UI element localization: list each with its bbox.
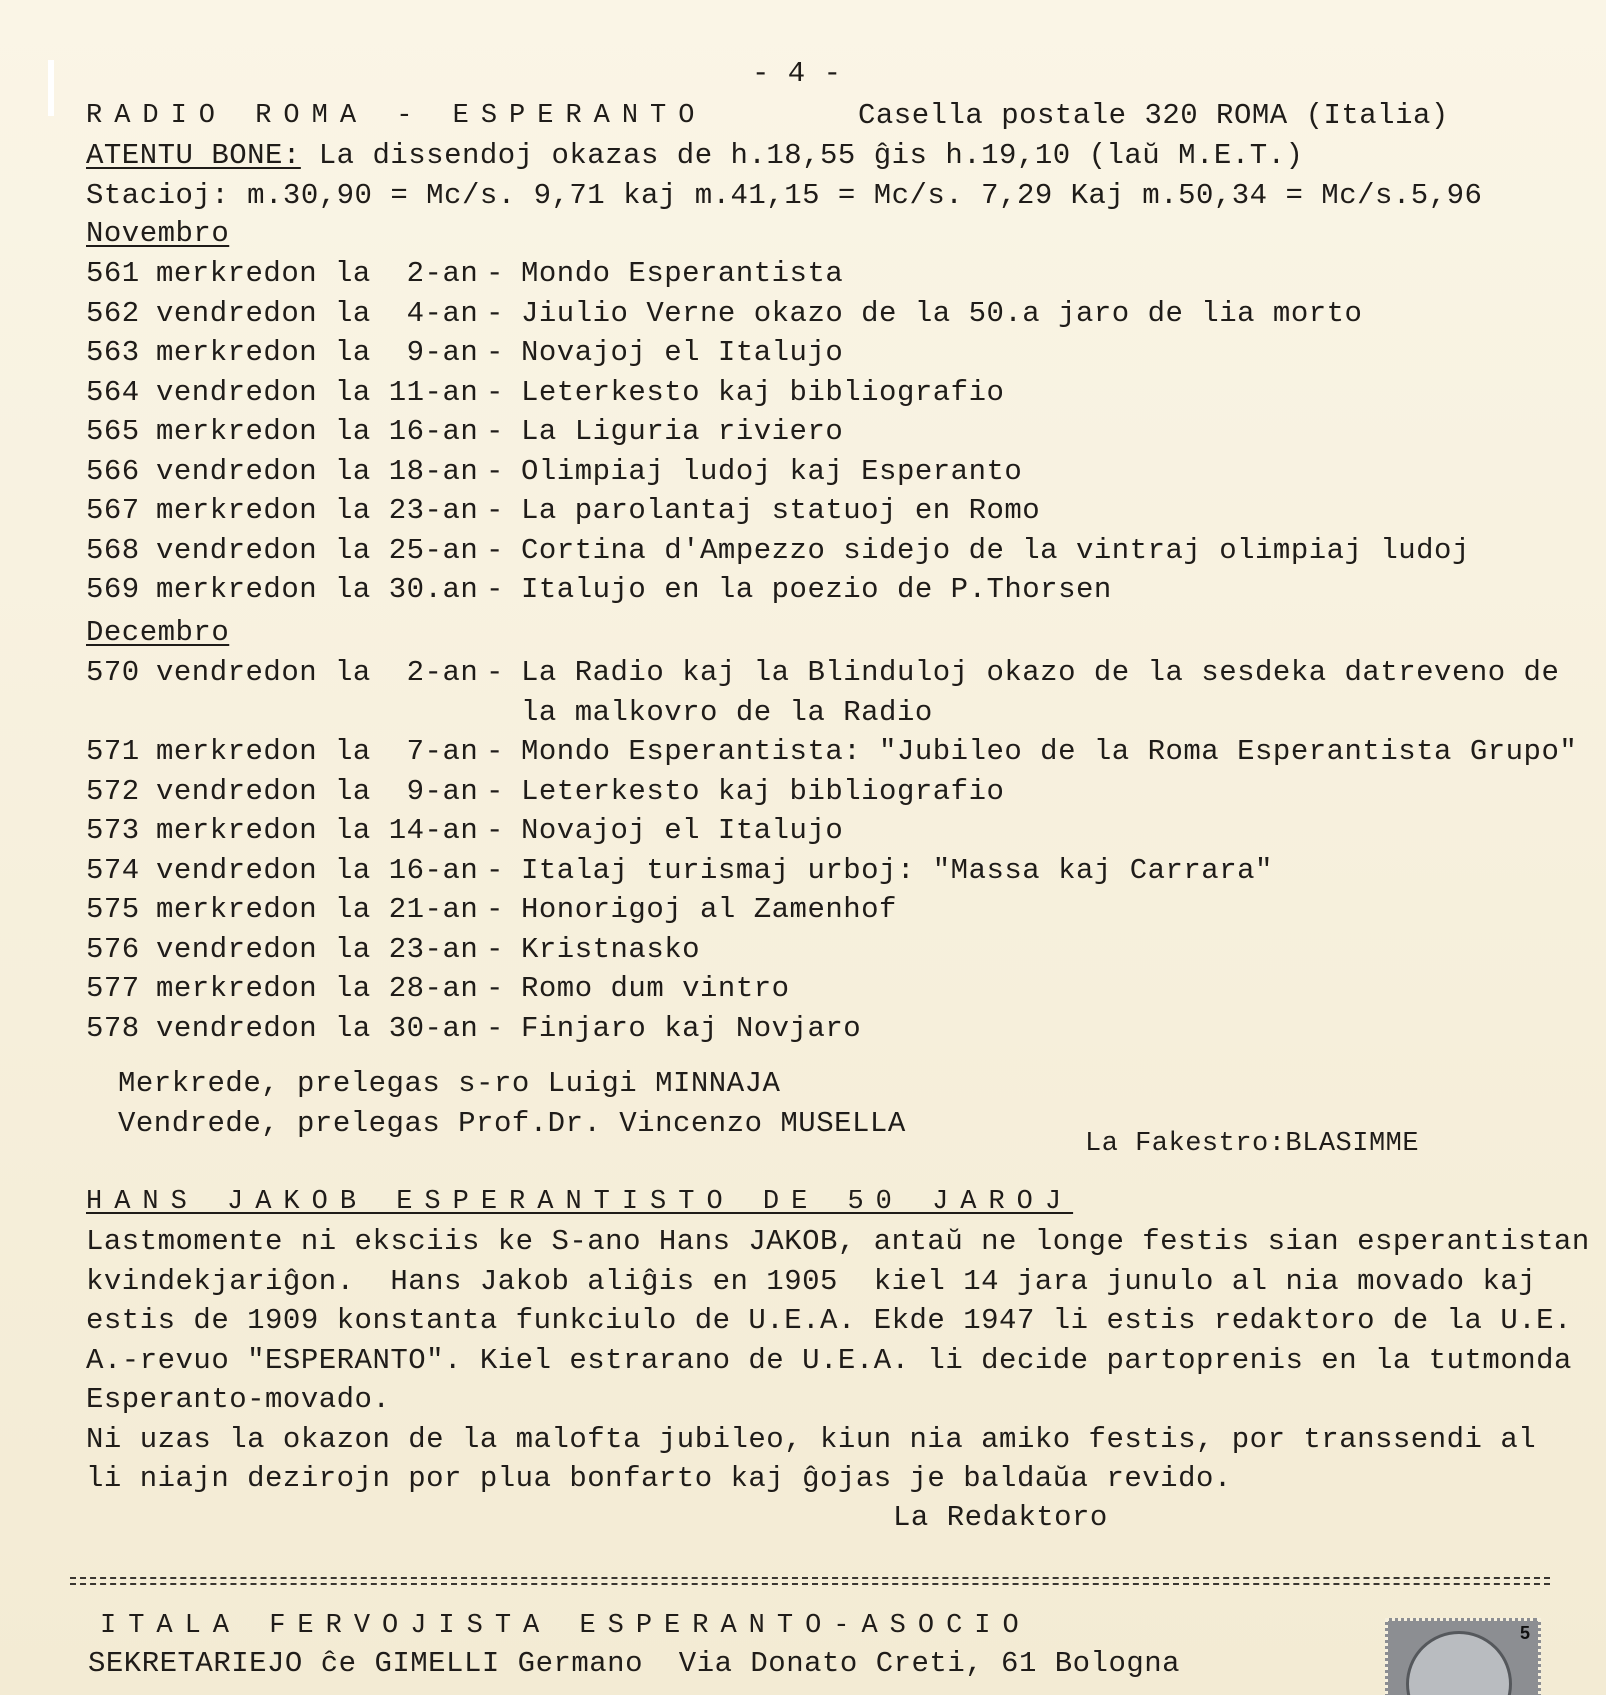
separator-dash: - <box>486 257 504 290</box>
broadcast-number: 561 <box>86 257 140 290</box>
schedule-row <box>86 655 1559 691</box>
postal-address: Casella postale 320 ROMA (Italia) <box>858 99 1449 132</box>
lecturer-friday: Vendrede, prelegas Prof.Dr. Vincenzo MUSELLA <box>118 1107 906 1140</box>
broadcast-topic: Honorigoj al Zamenhof <box>521 893 897 926</box>
broadcast-date: merkredon la 9-an <box>156 336 479 369</box>
broadcast-topic: Romo dum vintro <box>521 972 790 1005</box>
punch-hole-mark <box>48 60 54 116</box>
separator-dash: - <box>486 893 504 926</box>
broadcast-number: 562 <box>86 296 140 330</box>
article-line: A.-revuo "ESPERANTO". Kiel estrarano de U.E.A. li decide partoprenis en la tutmonda <box>86 1343 1572 1377</box>
broadcast-topic: la malkovro de la Radio <box>521 695 933 729</box>
broadcast-date: merkredon la 23-an <box>156 494 479 527</box>
stamp-value: 5 <box>1519 1623 1530 1643</box>
radio-title: RADIO ROMA - ESPERANTO <box>86 101 707 131</box>
broadcast-topic: La parolantaj statuoj en Romo <box>521 494 1041 527</box>
separator-dash: - <box>486 296 504 330</box>
footer-divider <box>70 1577 1550 1585</box>
broadcast-number: 572 <box>86 774 140 808</box>
separator-dash: - <box>486 375 504 409</box>
lecturer-wednesday: Merkrede, prelegas s-ro Luigi MINNAJA <box>118 1067 781 1100</box>
broadcast-topic: Novajoj el Italujo <box>521 336 844 369</box>
broadcast-topic: Kristnasko <box>521 932 701 966</box>
broadcast-date: merkredon la 28-an <box>156 972 479 1005</box>
month-heading-december: Decembro <box>86 616 230 649</box>
separator-dash: - <box>486 415 504 448</box>
broadcast-date: vendredon la 9-an <box>156 774 479 808</box>
article-line: li niajn dezirojn por plua bonfarto kaj ĝojas je baldaŭa revido. <box>86 1462 1232 1495</box>
broadcast-topic: Italujo en la poezio de P.Thorsen <box>521 573 1112 606</box>
postage-stamp <box>1385 1618 1541 1695</box>
director-signature: La Fakestro:BLASIMME <box>1085 1129 1420 1159</box>
attention-label: ATENTU BONE: <box>86 139 301 172</box>
broadcast-number: 577 <box>86 972 140 1005</box>
attention-text: La dissendoj okazas de h.18,55 ĝis h.19,10 (laŭ M.E.T.) <box>300 139 1304 172</box>
broadcast-date: merkredon la 16-an <box>156 415 479 448</box>
broadcast-number: 575 <box>86 893 140 926</box>
schedule-row <box>86 335 843 371</box>
schedule-row <box>86 256 843 292</box>
schedule-row <box>86 853 1273 889</box>
month-heading-november: Novembro <box>86 217 230 250</box>
broadcast-date: vendredon la 2-an <box>156 656 479 689</box>
schedule-row <box>86 695 933 731</box>
broadcast-date: vendredon la 4-an <box>156 296 479 330</box>
broadcast-number: 569 <box>86 573 140 606</box>
broadcast-topic: Italaj turismaj urboj: "Massa kaj Carrara" <box>521 853 1273 887</box>
article-title: HANS JAKOB ESPERANTISTO DE 50 JAROJ <box>86 1187 1074 1217</box>
broadcast-date: vendredon la 30-an <box>156 1011 479 1045</box>
article-line: kvindekjariĝon. Hans Jakob aliĝis en 1905 kiel 14 jara junulo al nia movado kaj <box>86 1264 1537 1298</box>
schedule-row <box>86 414 843 450</box>
broadcast-topic: Cortina d'Ampezzo sidejo de la vintraj olimpiaj ludoj <box>521 533 1470 567</box>
schedule-row <box>86 892 897 928</box>
broadcast-topic: Mondo Esperantista: "Jubileo de la Roma Esperantista Grupo" <box>521 735 1578 768</box>
broadcast-number: 568 <box>86 533 140 567</box>
schedule-row <box>86 454 1022 490</box>
broadcast-topic: Jiulio Verne okazo de la 50.a jaro de lia morto <box>521 296 1363 330</box>
broadcast-topic: Leterkesto kaj bibliografio <box>521 375 1005 409</box>
broadcast-topic: Mondo Esperantista <box>521 257 844 290</box>
separator-dash: - <box>486 573 504 606</box>
article-line: estis de 1909 konstanta funkciulo de U.E.A. Ekde 1947 li estis redaktoro de la U.E. <box>86 1304 1572 1337</box>
broadcast-topic: Olimpiaj ludoj kaj Esperanto <box>521 454 1023 488</box>
schedule-row <box>86 296 1362 332</box>
schedule-row <box>86 1011 861 1047</box>
separator-dash: - <box>486 814 504 847</box>
stations-line: Stacioj: m.30,90 = Mc/s. 9,71 kaj m.41,15 = Mc/s. 7,29 Kaj m.50,34 = Mc/s.5,96 <box>86 179 1483 212</box>
separator-dash: - <box>486 774 504 808</box>
secretariat-address: SEKRETARIEJO ĉe GIMELLI Germano Via Donato Creti, 61 Bologna <box>88 1647 1181 1680</box>
broadcast-topic: Finjaro kaj Novjaro <box>521 1011 862 1045</box>
article-line: Ni uzas la okazon de la malofta jubileo, kiun nia amiko festis, por transsendi al <box>86 1422 1537 1456</box>
separator-dash: - <box>486 1011 504 1045</box>
broadcast-date: merkredon la 21-an <box>156 893 479 926</box>
broadcast-topic: Leterkesto kaj bibliografio <box>521 774 1005 808</box>
broadcast-date: vendredon la 23-an <box>156 932 479 966</box>
article-signature: La Redaktoro <box>893 1501 1108 1534</box>
stamp-coin-image <box>1406 1631 1512 1695</box>
broadcast-date: merkredon la 14-an <box>156 814 479 847</box>
broadcast-date: vendredon la 18-an <box>156 454 479 488</box>
schedule-row <box>86 774 1004 810</box>
schedule-row <box>86 493 1040 529</box>
article-line: Esperanto-movado. <box>86 1383 391 1416</box>
separator-dash: - <box>486 454 504 488</box>
article-line: Lastmomente ni eksciis ke S-ano Hans JAKOB, antaŭ ne longe festis sian esperantistan <box>86 1225 1590 1258</box>
broadcast-number: 564 <box>86 375 140 409</box>
broadcast-number: 563 <box>86 336 140 369</box>
broadcast-topic: La Liguria riviero <box>521 415 844 448</box>
separator-dash: - <box>486 972 504 1005</box>
association-name: ITALA FERVOJISTA ESPERANTO-ASOCIO <box>100 1611 1031 1641</box>
broadcast-date: merkredon la 30.an <box>156 573 479 606</box>
broadcast-date: merkredon la 2-an <box>156 257 479 290</box>
broadcast-number: 578 <box>86 1011 140 1045</box>
separator-dash: - <box>486 336 504 369</box>
separator-dash: - <box>486 735 504 768</box>
separator-dash: - <box>486 656 504 689</box>
broadcast-topic: La Radio kaj la Blinduloj okazo de la sesdeka datreveno de <box>521 656 1560 689</box>
schedule-row <box>86 375 1004 411</box>
broadcast-number: 571 <box>86 735 140 768</box>
schedule-row <box>86 932 700 968</box>
separator-dash: - <box>486 494 504 527</box>
broadcast-number: 576 <box>86 932 140 966</box>
broadcast-number: 570 <box>86 656 140 689</box>
schedule-row <box>86 971 790 1007</box>
broadcast-topic: Novajoj el Italujo <box>521 814 844 847</box>
broadcast-number: 567 <box>86 494 140 527</box>
schedule-row <box>86 734 1577 770</box>
broadcast-number: 573 <box>86 814 140 847</box>
broadcast-date: vendredon la 11-an <box>156 375 479 409</box>
page-number: - 4 - <box>752 57 842 90</box>
broadcast-date: vendredon la 25-an <box>156 533 479 567</box>
separator-dash: - <box>486 932 504 966</box>
broadcast-date: vendredon la 16-an <box>156 853 479 887</box>
broadcast-number: 574 <box>86 853 140 887</box>
attention-line <box>86 138 1303 174</box>
broadcast-number: 566 <box>86 454 140 488</box>
broadcast-number: 565 <box>86 415 140 448</box>
separator-dash: - <box>486 853 504 887</box>
schedule-row <box>86 533 1470 569</box>
broadcast-date: merkredon la 7-an <box>156 735 479 768</box>
separator-dash: - <box>486 533 504 567</box>
schedule-row <box>86 572 1112 608</box>
schedule-row <box>86 813 843 849</box>
